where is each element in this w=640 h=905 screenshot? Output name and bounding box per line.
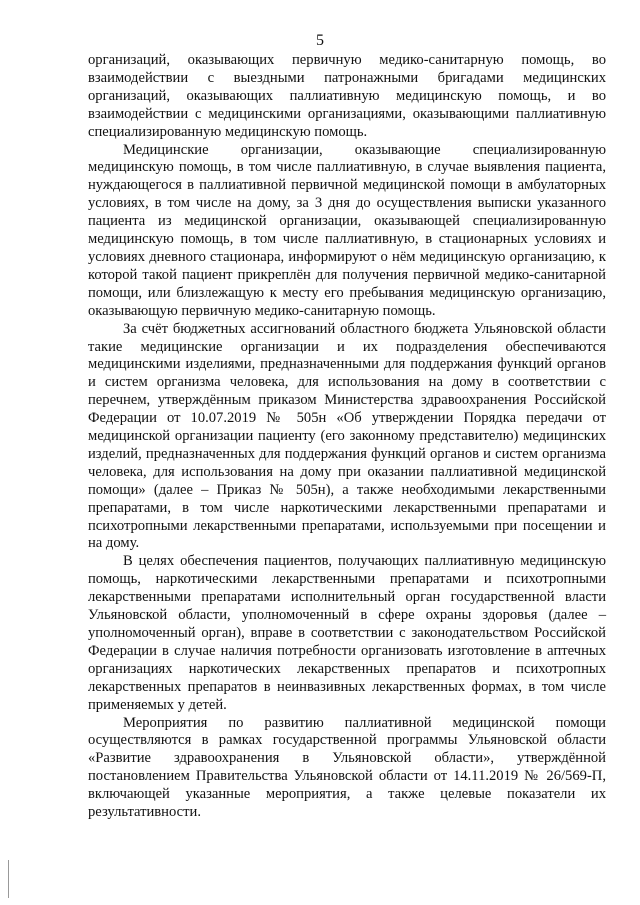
paragraph-1: организаций, оказывающих первичную медико-санитарную помощь, во взаимодействии с выездными патронажными бригадами медицинских организаций, оказывающих паллиативную медицинскую помощь, и во взаимодействии с медицинскими организациями, оказывающими паллиативную специализированную медицинскую помощь. bbox=[88, 52, 606, 140]
document-body bbox=[88, 52, 606, 822]
paragraph-4: В целях обеспечения пациентов, получающих паллиативную медицинскую помощь, наркотическими лекарственными препаратами и психотропными лекарственными препаратами исполнительный орган государственной власти Ульяновской области, уполномоченный в сфере охраны здоровья (далее – уполномоченный орган), вправе в соответствии с законодательством Российской Федерации в случае наличия потребности организовать изготовление в аптечных организациях наркотических лекарственных препаратов и психотропных лекарственных препаратов в неинвазивных лекарственных формах, в том числе применяемых у детей. bbox=[88, 553, 606, 713]
paragraph-2: Медицинские организации, оказывающие специализированную медицинскую помощь, в том числе паллиативную, в случае выявления пациента, нуждающегося в паллиативной первичной медицинской помощи в амбулаторных условиях, в том числе на дому, за 3 дня до осуществления выписки указанного пациента из медицинской организации, оказывающей специализированную медицинскую помощь, в том числе паллиативную, в стационарных условиях и условиях дневного стационара, информируют о нём медицинскую организацию, к которой такой пациент прикреплён для получения первичной медико-санитарной помощи, или близлежащую к месту его пребывания медицинскую организацию, оказывающую первичную медико-санитарную помощь. bbox=[88, 141, 606, 319]
paragraph-5: Мероприятия по развитию паллиативной медицинской помощи осуществляются в рамках государственной программы Ульяновской области «Развитие здравоохранения в Ульяновской области», утверждённой постановлением Правительства Ульяновской области от 14.11.2019 № 26/569-П, включающей указанные мероприятия, а также целевые показатели их результативности. bbox=[88, 714, 606, 821]
scan-edge-line bbox=[8, 860, 9, 898]
page-number: 5 bbox=[316, 32, 324, 49]
paragraph-3: За счёт бюджетных ассигнований областного бюджета Ульяновской области такие медицинские организации и их подразделения обеспечиваются медицинскими изделиями, предназначенными для поддержания функций органов и систем организма человека, для использования на дому в соответствии с перечнем, утверждённым приказом Министерства здравоохранения Российской Федерации от 10.07.2019 № 505н «Об утверждении Порядка передачи от медицинской организации пациенту (его законному представителю) медицинских изделий, предназначенных для поддержания функций органов и систем организма человека, для использования на дому при оказании паллиативной медицинской помощи» (далее – Приказ № 505н), а также необходимыми лекарственными препаратами, в том числе наркотическими лекарственными препаратами и психотропными лекарственными препаратами, используемыми при посещении и на дому. bbox=[88, 320, 606, 552]
